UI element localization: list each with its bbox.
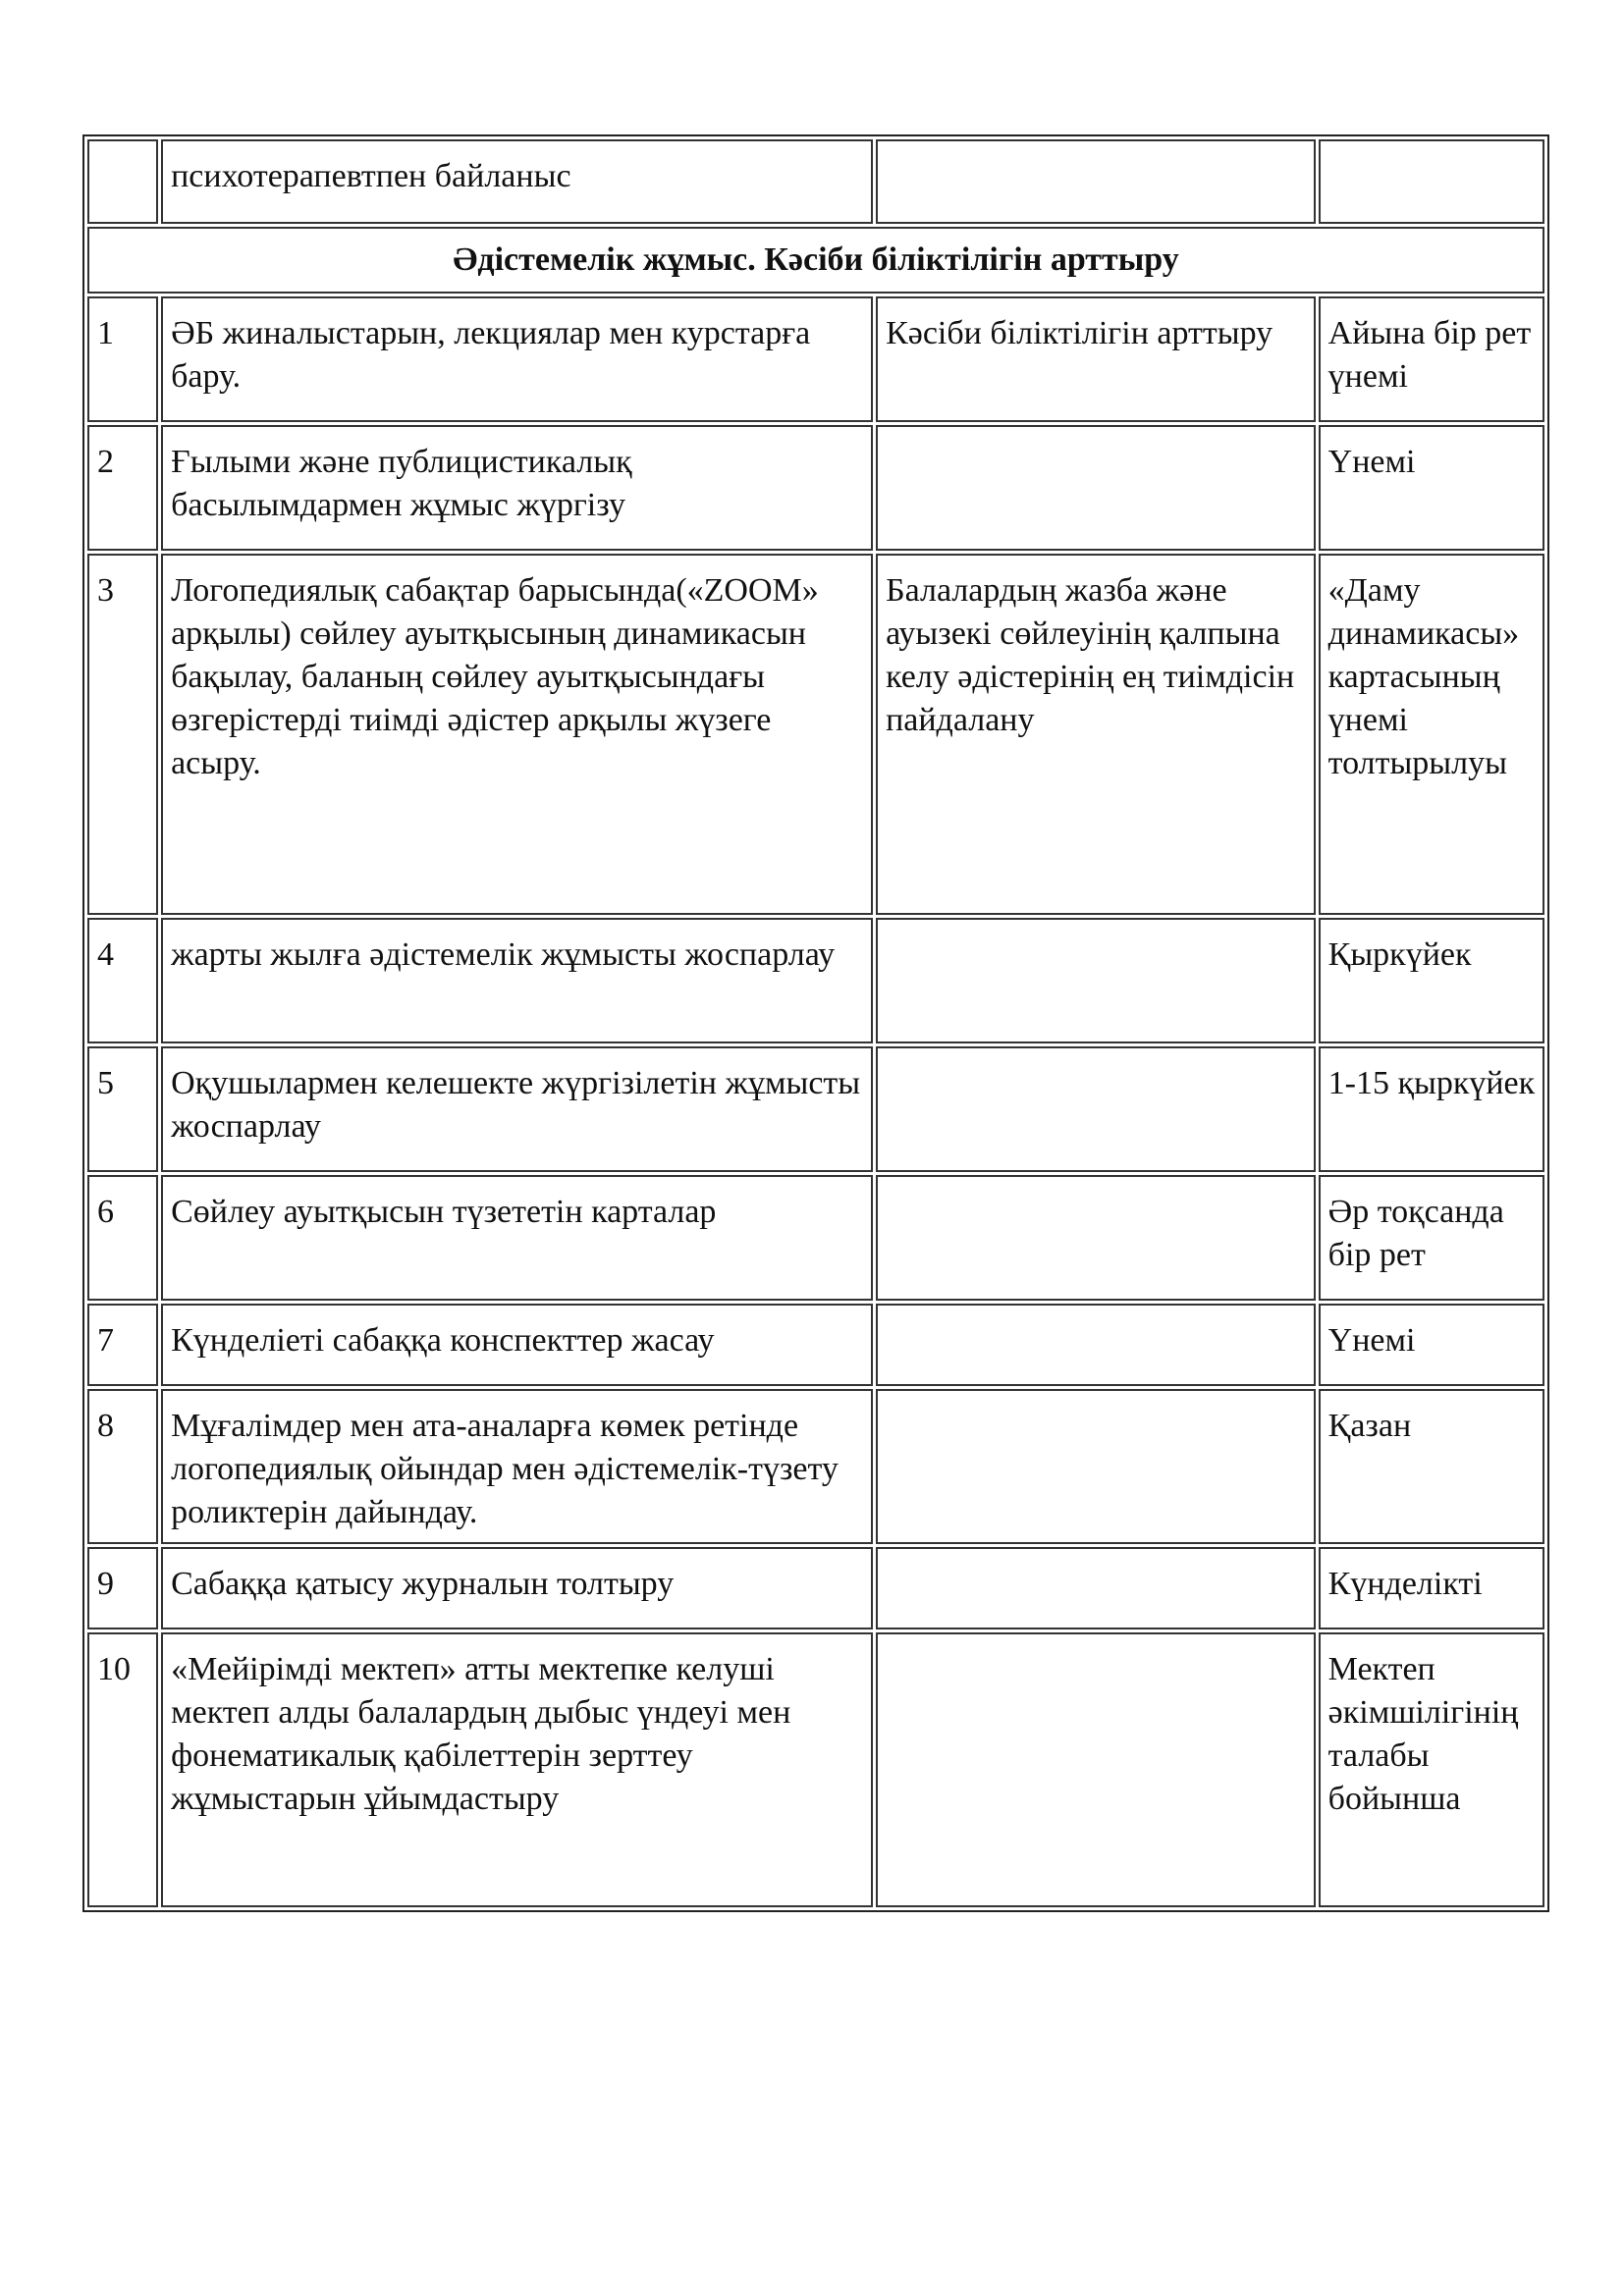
cell-task: «Мейірімді мектеп» атты мектепке келуші мектеп алды балалардың дыбыс үндеуі мен фонематикалық қабілеттерін зерттеу жұмыстарын ұйымдастыру	[161, 1632, 873, 1907]
table-row-top	[87, 139, 1544, 224]
cell-task: Сөйлеу ауытқысын түзететін карталар	[161, 1175, 873, 1301]
cell-result	[876, 139, 1316, 224]
cell-task: Оқушылармен келешекте жүргізілетін жұмысты жоспарлау	[161, 1046, 873, 1172]
cell-term: Күнделікті	[1319, 1547, 1544, 1629]
cell-result	[876, 1632, 1316, 1907]
table-row	[87, 1175, 1544, 1301]
cell-task: Күнделіеті сабаққа конспекттер жасау	[161, 1304, 873, 1386]
table-row	[87, 1632, 1544, 1907]
cell-term: Қыркүйек	[1319, 918, 1544, 1043]
cell-task: ӘБ жиналыстарын, лекциялар мен курстарға бару.	[161, 296, 873, 422]
cell-result	[876, 1175, 1316, 1301]
cell-term: 1-15 қыркүйек	[1319, 1046, 1544, 1172]
cell-task: психотерапевтпен байланыс	[161, 139, 873, 224]
cell-result	[876, 918, 1316, 1043]
cell-term	[1319, 139, 1544, 224]
cell-term: Үнемі	[1319, 1304, 1544, 1386]
cell-term: Айына бір рет үнемі	[1319, 296, 1544, 422]
table-row	[87, 1046, 1544, 1172]
cell-result: Балалардың жазба және ауызекі сөйлеуінің қалпына келу әдістерінің ең тиімдісін пайдалану	[876, 554, 1316, 915]
cell-num: 8	[87, 1389, 158, 1544]
section-title: Әдістемелік жұмыс. Кәсіби біліктілігін арттыру	[87, 227, 1544, 294]
cell-num: 6	[87, 1175, 158, 1301]
cell-task: Мұғалімдер мен ата-аналарға көмек ретінде логопедиялық ойындар мен әдістемелік-түзету роликтерін дайындау.	[161, 1389, 873, 1544]
work-plan-table	[82, 134, 1549, 1912]
cell-task: Логопедиялық сабақтар барысында(«ZOOM» арқылы) сөйлеу ауытқысының динамикасын бақылау, баланың сөйлеу ауытқысындағы өзгерістерді тиімді әдістер арқылы жүзеге асыру.	[161, 554, 873, 915]
cell-term: Әр тоқсанда бір рет	[1319, 1175, 1544, 1301]
cell-result	[876, 1046, 1316, 1172]
cell-term: «Даму динамикасы» картасының үнемі толтырылуы	[1319, 554, 1544, 915]
table-row	[87, 1547, 1544, 1629]
table-row	[87, 1304, 1544, 1386]
table-row	[87, 296, 1544, 422]
cell-num: 7	[87, 1304, 158, 1386]
cell-num: 9	[87, 1547, 158, 1629]
table-row	[87, 425, 1544, 551]
cell-task: Сабаққа қатысу журналын толтыру	[161, 1547, 873, 1629]
table-row	[87, 918, 1544, 1043]
section-header-row	[87, 227, 1544, 294]
cell-result	[876, 1389, 1316, 1544]
cell-term: Қазан	[1319, 1389, 1544, 1544]
cell-num: 10	[87, 1632, 158, 1907]
cell-num: 5	[87, 1046, 158, 1172]
cell-term: Мектеп әкімшілігінің талабы бойынша	[1319, 1632, 1544, 1907]
cell-num: 3	[87, 554, 158, 915]
cell-result	[876, 425, 1316, 551]
cell-result	[876, 1304, 1316, 1386]
cell-num	[87, 139, 158, 224]
cell-term: Үнемі	[1319, 425, 1544, 551]
table-row	[87, 1389, 1544, 1544]
cell-result	[876, 1547, 1316, 1629]
cell-num: 4	[87, 918, 158, 1043]
cell-task: жарты жылға әдістемелік жұмысты жоспарлау	[161, 918, 873, 1043]
table-row	[87, 554, 1544, 915]
cell-task: Ғылыми және публицистикалық басылымдармен жұмыс жүргізу	[161, 425, 873, 551]
cell-num: 1	[87, 296, 158, 422]
cell-num: 2	[87, 425, 158, 551]
cell-result: Кәсіби біліктілігін арттыру	[876, 296, 1316, 422]
